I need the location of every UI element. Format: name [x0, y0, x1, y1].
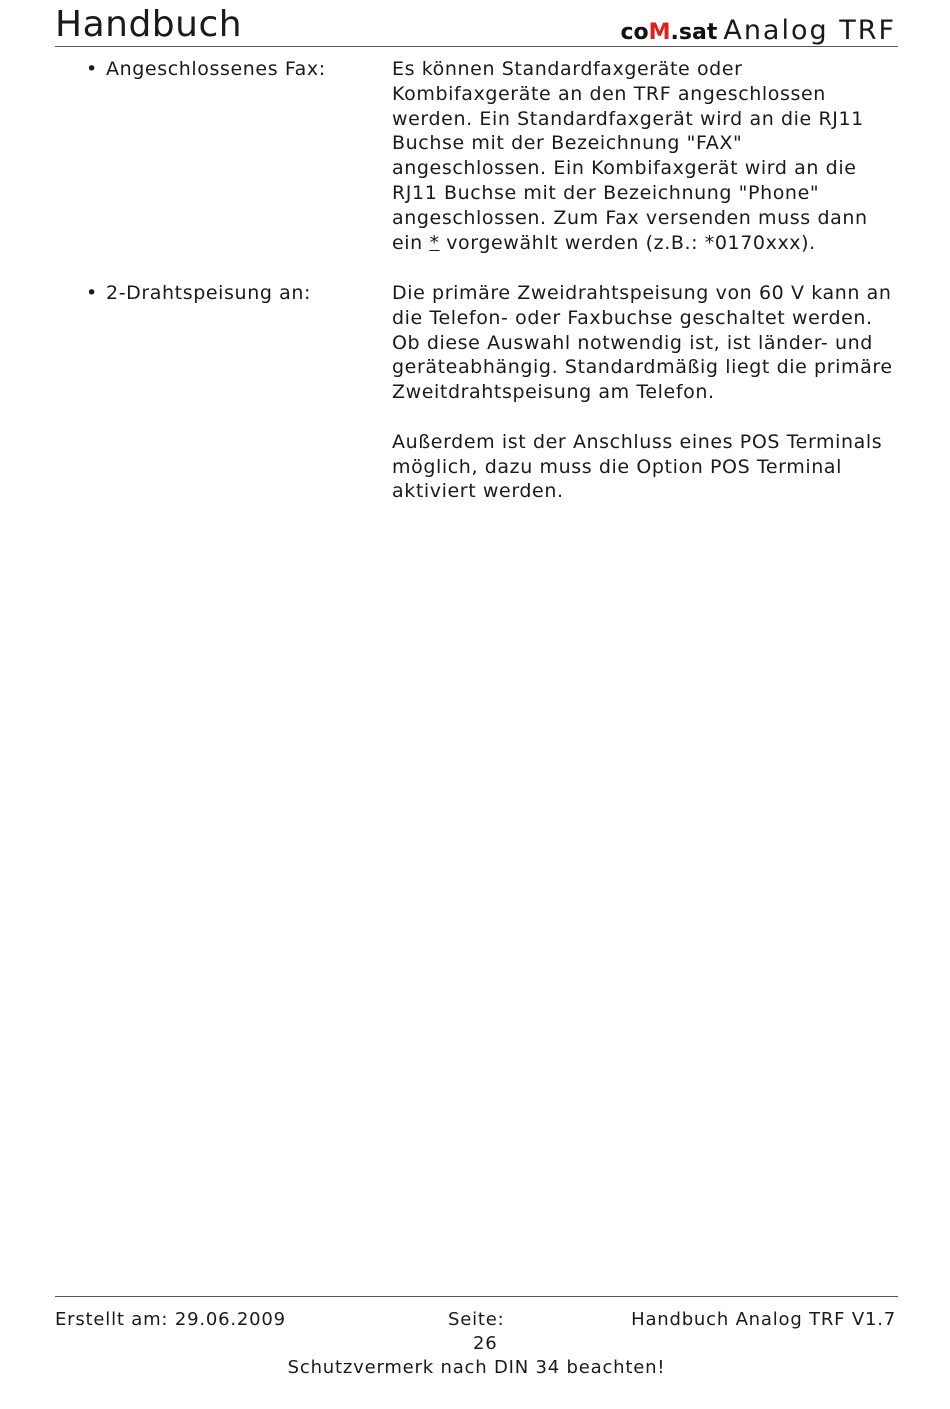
protection-notice: Schutzvermerk nach DIN 34 beachten!: [287, 1357, 666, 1378]
page-number: 26: [473, 1333, 498, 1354]
entry-paragraph: [392, 57, 902, 255]
logo-co: co: [620, 20, 649, 45]
entry-label-text: Angeschlossenes Fax:: [106, 58, 326, 80]
document-reference: Handbuch Analog TRF V1.7: [631, 1309, 896, 1330]
logo-m: M: [648, 20, 671, 45]
page-label: Seite:: [448, 1309, 505, 1330]
product-name: Analog TRF: [723, 15, 896, 46]
header-brand: [620, 15, 896, 46]
header-title: Handbuch: [55, 4, 243, 45]
underlined-asterisk: *: [429, 231, 440, 254]
bullet-icon: •: [86, 282, 98, 304]
bullet-icon: •: [86, 58, 98, 80]
text-segment: Es können Standardfaxgeräte oder Kombifaxgeräte an den TRF angeschlossen werden. Ein Standardfaxgerät wird an die RJ11 Buchse mit der Bezeichnung "FAX" angeschlossen. Ein Kombifaxgerät wird an die RJ11 Buchse mit der Bezeichnung "Phone" angeschlossen. Zum Fax versenden muss dann ein: [392, 58, 868, 254]
entry-label-text: 2-Drahtspeisung an:: [106, 282, 312, 304]
page-header: [55, 4, 898, 47]
created-date: Erstellt am: 29.06.2009: [55, 1309, 286, 1330]
entry-paragraph: Außerdem ist der Anschluss eines POS Terminals möglich, dazu muss die Option POS Terminal aktiviert werden.: [392, 430, 883, 503]
entry-description: [392, 57, 902, 255]
entry-label: [86, 57, 326, 82]
page-footer: [55, 1296, 898, 1378]
entry-description: [392, 281, 902, 504]
logo-sat: .sat: [670, 20, 718, 45]
entry-label: [86, 281, 311, 306]
comsat-logo: [620, 20, 717, 45]
entry-paragraph: Die primäre Zweidrahtspeisung von 60 V kann an die Telefon- oder Faxbuchse geschaltet werden. Ob diese Auswahl notwendig ist, ist länder- und geräteabhängig. Standardmäßig liegt die primäre Zweitdrahtspeisung am Telefon.: [392, 282, 893, 404]
text-segment: vorgewählt werden (z.B.: *0170xxx).: [439, 231, 816, 254]
